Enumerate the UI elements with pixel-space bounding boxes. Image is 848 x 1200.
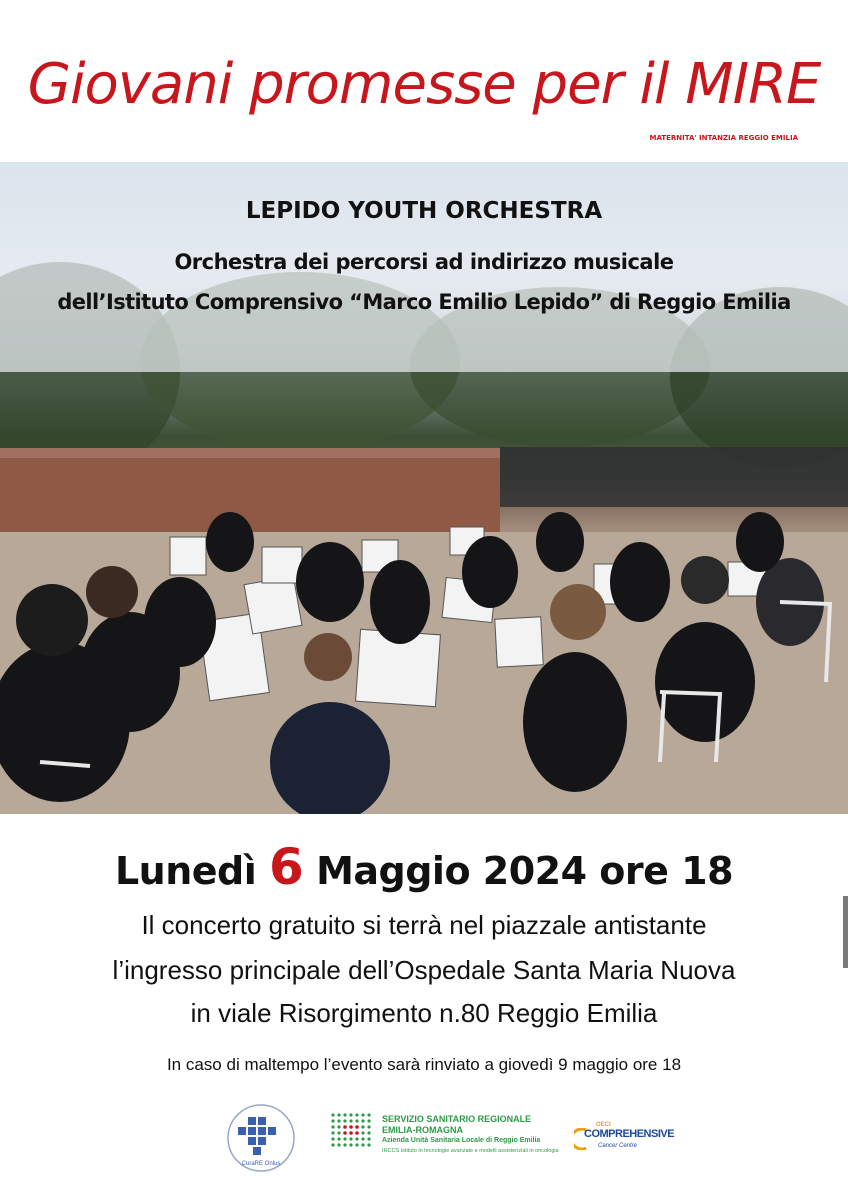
event-date — [0, 838, 848, 896]
ssr-logo — [330, 1112, 570, 1172]
ssr-line-4: IRCCS Istituto in tecnologie avanzate e modelli assistenziali in oncologia — [382, 1148, 559, 1154]
poster-title: Giovani promesse per il MIRE — [27, 52, 821, 117]
weather-note: In caso di maltempo l’evento sarà rinviato a giovedì 9 maggio ore 18 — [166, 1055, 682, 1074]
info-line-2: l’ingresso principale dell’Ospedale Santa Maria Nuova — [112, 955, 736, 985]
info-line-3: in viale Risorgimento n.80 Reggio Emilia — [190, 998, 658, 1028]
curare-logo-icon — [226, 1103, 296, 1173]
orchestra-description: Orchestra dei percorsi ad indirizzo musicale — [174, 250, 674, 274]
ssr-dots-icon — [330, 1112, 378, 1158]
comprehensive-cancer-logo — [574, 1122, 675, 1156]
school-name: dell’Istituto Comprensivo “Marco Emilio Lepido” di Reggio Emilia — [57, 290, 791, 314]
event-day: Lunedì — [114, 849, 257, 893]
curare-logo — [226, 1103, 296, 1173]
edge-mark — [843, 896, 848, 968]
cancer-logo-top: OECI — [596, 1122, 611, 1128]
orchestra-name: LEPIDO YOUTH ORCHESTRA — [245, 198, 603, 224]
event-date-number: 6 — [269, 838, 304, 896]
cancer-logo-main: COMPREHENSIVE — [584, 1128, 675, 1140]
ssr-line-1: SERVIZIO SANITARIO REGIONALE — [382, 1114, 532, 1124]
header-banner — [0, 162, 848, 372]
orchestra-photo — [0, 162, 848, 814]
info-line-1: Il concerto gratuito si terrà nel piazzale antistante — [141, 910, 707, 940]
ssr-line-2: EMILIA-ROMAGNA — [382, 1125, 463, 1135]
curare-label: CuraRE Onlus — [241, 1161, 281, 1167]
ssr-line-3: Azienda Unità Sanitaria Locale di Reggio Emilia — [382, 1137, 541, 1144]
poster-subtitle: MATERNITA' INTANZIA REGGIO EMILIA — [649, 134, 798, 142]
cancer-logo-sub: Cancer Centre — [598, 1143, 638, 1149]
event-date-rest: Maggio 2024 ore 18 — [316, 849, 734, 893]
